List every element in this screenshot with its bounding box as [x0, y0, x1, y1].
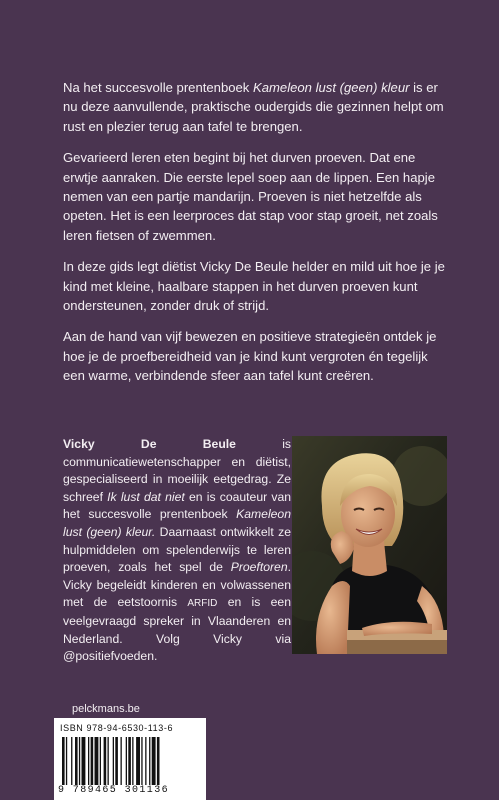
barcode-number: 9 789465 301136: [58, 785, 170, 796]
barcode-bar: [141, 737, 142, 785]
barcode: [54, 718, 206, 800]
barcode-bar: [62, 737, 65, 785]
barcode-bar: [115, 737, 118, 785]
bio-text-5: en is een veelgevraagd spreker in Vlaanderen en Nederland. Volg Vicky via @positiefvoeden.: [63, 595, 291, 664]
blurb-paragraph-3: In deze gids legt diëtist Vicky De Beule helder en mild uit hoe je je kind met kleine, haalbare stappen in het durven proeven kunt ondersteunen, zonder druk of strijd.: [63, 259, 445, 314]
barcode-bar: [79, 737, 80, 785]
barcode-bar: [145, 737, 146, 785]
barcode-bar: [71, 737, 72, 785]
blurb: [63, 78, 445, 398]
author-name: Vicky De Beule: [63, 437, 236, 451]
barcode-bar: [100, 737, 101, 785]
blurb-paragraph-2: Gevarieerd leren eten begint bij het durven proeven. Dat ene erwtje aanraken. Die eerste lepel soep aan de lippen. Een hapje nemen van een partje mandarijn. Proeven is niet hetzelfde als opeten. Het is een leerproces dat stap voor stap groeit, net zoals leren fietsen of zwemmen.: [63, 150, 438, 243]
barcode-bar: [121, 737, 122, 785]
barcode-bar: [152, 737, 156, 785]
bio-book-1: Ik lust dat niet: [107, 489, 185, 504]
barcode-bar: [149, 737, 150, 785]
barcode-bar: [91, 737, 94, 785]
bio-book-3: Proeftoren: [230, 560, 288, 575]
barcode-bar: [157, 737, 160, 785]
bio-text-2: en is coauteur van het succesvolle prentenboek: [63, 489, 292, 522]
author-bio: [63, 436, 291, 666]
isbn-label: ISBN 978-94-6530-113-6: [60, 723, 174, 733]
barcode-bar: [132, 737, 133, 785]
barcode-bar: [128, 737, 131, 785]
author-photo: [292, 436, 447, 654]
bio-text-1: is communicatiewetenschapper en diëtist, gespecialiseerd in moeilijk eetgedrag. Ze schreef: [63, 437, 292, 504]
barcode-bar: [113, 737, 114, 785]
barcode-bar: [66, 737, 67, 785]
blurb-intro-text: Na het succesvolle prentenboek: [63, 80, 253, 95]
author-bio-text: [63, 436, 291, 666]
publisher-website: pelckmans.be: [72, 703, 140, 715]
bio-arfid: ARFID: [187, 598, 218, 610]
bio-book-2: Kameleon lust (geen) kleur.: [63, 507, 291, 539]
author-photo-illustration: [292, 436, 447, 654]
barcode-bar: [88, 737, 89, 785]
barcode-bar: [104, 737, 107, 785]
blurb-paragraph-4: Aan de hand van vijf bewezen en positieve strategieën ontdek je hoe je de proefbereidheid van je kind kunt vergroten én tegelijk een warme, verbindende sfeer aan tafel kunt creëren.: [63, 329, 437, 384]
barcode-bar: [108, 737, 109, 785]
barcode-bar: [136, 737, 140, 785]
blurb-paragraph-1: [63, 78, 445, 136]
barcode-bars: [62, 737, 198, 785]
blurb-intro-rest: is er nu deze aanvullende, praktische oudergids die gezinnen helpt om rust en plezier terug aan tafel te brengen.: [63, 80, 444, 134]
bio-text-4: . Vicky begeleidt kinderen en volwassenen met de eetstoornis: [63, 560, 291, 610]
barcode-bar: [82, 737, 86, 785]
book-title-reference: Kameleon lust (geen) kleur: [252, 80, 410, 95]
bio-text-3: Daarnaast ontwikkelt ze hulpmiddelen om spelenderwijs te leren proeven, zoals het spel de: [63, 524, 291, 575]
barcode-bar: [75, 737, 78, 785]
barcode-bar: [95, 737, 99, 785]
barcode-bar: [126, 737, 127, 785]
